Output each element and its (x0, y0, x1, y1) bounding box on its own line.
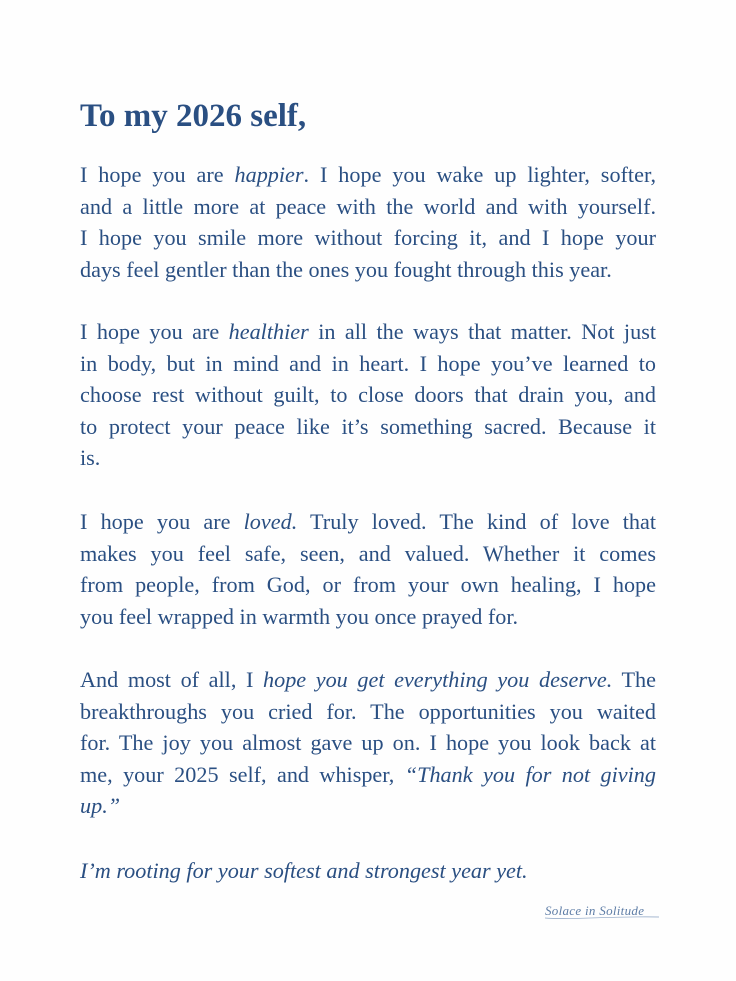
paragraph-line: makes you feel safe, seen, and valued. Whether it comes (80, 540, 656, 566)
paragraph-happier (80, 159, 656, 285)
paragraph-line: days feel gentler than the ones you fought through this year. (80, 256, 612, 282)
paragraph-line: I hope you smile more without forcing it, and I hope your (80, 225, 656, 250)
text-run: me, your 2025 self, and whisper, (80, 761, 405, 787)
paragraph-line: and a little more at peace with the world and with yourself. (80, 193, 656, 219)
emphasis-text: up.” (80, 793, 121, 818)
paragraph-line (80, 159, 656, 191)
paragraph-line: in body, but in mind and in heart. I hope you’ve learned to (80, 350, 656, 376)
paragraph-line (80, 664, 656, 696)
paragraph-line (80, 506, 656, 538)
paragraph-line: is. (80, 445, 101, 470)
emphasis-text: loved. (243, 509, 298, 534)
paragraph-line: to protect your peace like it’s something sacred. Because it (80, 413, 656, 439)
paragraph-line (80, 759, 656, 791)
text-run: The (612, 667, 656, 692)
paragraph-line: from people, from God, or from your own healing, I hope (80, 572, 656, 597)
text-run: I hope you are (80, 162, 235, 187)
paragraph-healthier (80, 316, 656, 474)
signature-text: Solace in Solitude (545, 903, 645, 918)
emphasis-text: “Thank you for not giving (404, 761, 656, 787)
closing-line: I’m rooting for your softest and strongest year yet. (80, 858, 528, 883)
paragraph-line: for. The joy you almost gave up on. I hope you look back at (80, 730, 656, 755)
emphasis-text: healthier (228, 319, 309, 344)
text-run: Truly loved. The kind of love that (297, 509, 656, 534)
emphasis-text: happier (234, 162, 304, 187)
paragraph-line: breakthroughs you cried for. The opportunities you waited (80, 698, 656, 724)
paragraph-line (80, 316, 656, 348)
paragraph-line: choose rest without guilt, to close doors that drain you, and (80, 382, 656, 407)
text-run: in all the ways that matter. Not just (308, 319, 656, 344)
text-run: . I hope you wake up lighter, softer, (303, 162, 656, 187)
text-run: And most of all, I (80, 667, 263, 692)
letter-title: To my 2026 self, (80, 98, 307, 134)
paragraph-deserve (80, 664, 656, 822)
text-run: I hope you are (80, 509, 244, 534)
paragraph-line: you feel wrapped in warmth you once prayed for. (80, 603, 519, 629)
signature-script (543, 896, 663, 922)
paragraph-line (80, 790, 656, 822)
text-run: I hope you are (80, 319, 229, 344)
emphasis-text: hope you get everything you deserve. (263, 667, 613, 692)
paragraph-loved (80, 506, 656, 632)
